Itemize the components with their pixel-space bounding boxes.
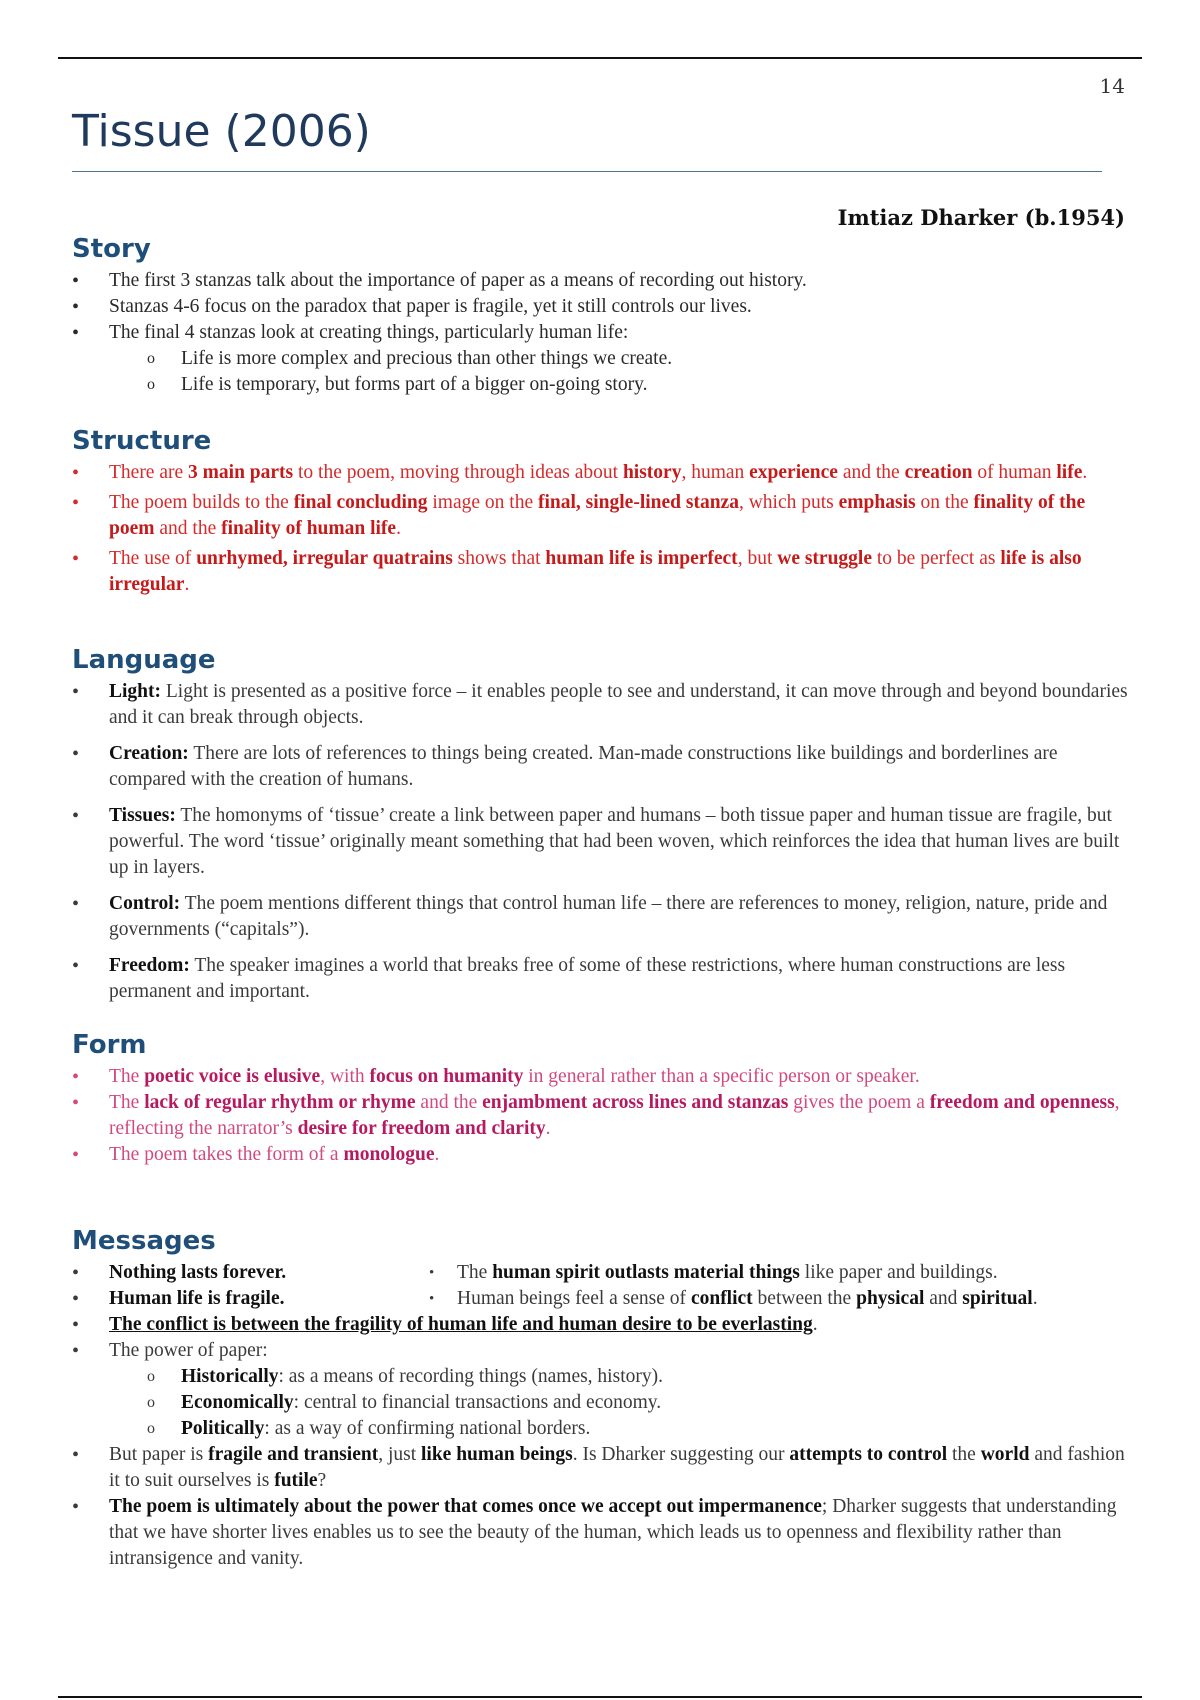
page-number: 14	[1099, 74, 1125, 98]
list-item: • The poem is ultimately about the power that comes once we accept out impermanence; Dharker suggests that understanding that we have shorter lives enables us to see the beauty of the human, which leads us to openness and flexibility rather than intransigence and vanity.	[72, 1494, 1132, 1572]
sub-list-item: o Life is more complex and precious than other things we create.	[72, 346, 1132, 372]
form-list	[72, 1064, 1132, 1168]
message-right: • Human beings feel a sense of conflict between the physical and spiritual.	[427, 1286, 1038, 1312]
list-item: • The conflict is between the fragility of human life and human desire to be everlasting.	[72, 1312, 1132, 1338]
sub-list-item: o Economically: central to financial transactions and economy.	[109, 1390, 1132, 1416]
list-item	[72, 1260, 1132, 1286]
story-sublist	[72, 346, 1132, 398]
list-item: • Creation: There are lots of references to things being created. Man-made constructions like buildings and borderlines are compared with the creation of humans.	[72, 741, 1132, 793]
language-heading: Language	[72, 645, 216, 675]
list-item	[72, 1286, 1132, 1312]
list-item: • The poetic voice is elusive, with focus on humanity in general rather than a specific person or speaker.	[72, 1064, 1132, 1090]
story-heading: Story	[72, 234, 151, 264]
message-left: • Human life is fragile.	[109, 1288, 285, 1309]
bottom-rule	[58, 1696, 1142, 1698]
story-list	[72, 268, 1132, 346]
list-item: • The use of unrhymed, irregular quatrains shows that human life is imperfect, but we struggle to be perfect as life is also irregular.	[72, 546, 1132, 598]
story-section	[72, 234, 1132, 398]
list-item: • Tissues: The homonyms of ‘tissue’ create a link between paper and humans – both tissue paper and human tissue are fragile, but powerful. The word ‘tissue’ originally meant something that had been woven, which reinforces the idea that human lives are built up in layers.	[72, 803, 1132, 881]
list-item: • Stanzas 4-6 focus on the paradox that paper is fragile, yet it still controls our lives.	[72, 294, 1132, 320]
messages-heading: Messages	[72, 1226, 216, 1256]
title-underline	[72, 171, 1102, 172]
list-item: • Light: Light is presented as a positive force – it enables people to see and understand, it can move through and beyond boundaries and it can break through objects.	[72, 679, 1132, 731]
list-item: • The lack of regular rhythm or rhyme and the enjambment across lines and stanzas gives the poem a freedom and openness, reflecting the narrator’s desire for freedom and clarity.	[72, 1090, 1132, 1142]
list-item: • The poem builds to the final concluding image on the final, single-lined stanza, which puts emphasis on the finality of the poem and the finality of human life.	[72, 490, 1132, 542]
form-section	[72, 1030, 1132, 1168]
list-item: • Control: The poem mentions different things that control human life – there are references to money, religion, nature, pride and governments (“capitals”).	[72, 891, 1132, 943]
list-item: • The poem takes the form of a monologue.	[72, 1142, 1132, 1168]
language-section	[72, 645, 1132, 1015]
structure-list	[72, 460, 1132, 598]
list-item: • The power of paper: o Historically: as a means of recording things (names, history). o Economically: central to financial transactions and economy. o Politically: as a way of confirming national borders.	[72, 1338, 1132, 1442]
sub-list-item: o Life is temporary, but forms part of a bigger on-going story.	[72, 372, 1132, 398]
messages-section	[72, 1226, 1132, 1572]
list-item: • The first 3 stanzas talk about the importance of paper as a means of recording out history.	[72, 268, 1132, 294]
page-title: Tissue (2006)	[72, 106, 371, 157]
sub-list-item: o Politically: as a way of confirming national borders.	[109, 1416, 1132, 1442]
paper-power-sublist	[109, 1364, 1132, 1442]
top-rule	[58, 57, 1142, 59]
list-item: • There are 3 main parts to the poem, moving through ideas about history, human experience and the creation of human life.	[72, 460, 1132, 486]
structure-section	[72, 426, 1132, 598]
form-heading: Form	[72, 1030, 147, 1060]
message-left: • Nothing lasts forever.	[109, 1262, 287, 1283]
structure-heading: Structure	[72, 426, 212, 456]
list-item: • Freedom: The speaker imagines a world that breaks free of some of these restrictions, where human constructions are less permanent and important.	[72, 953, 1132, 1005]
list-item: • The final 4 stanzas look at creating things, particularly human life:	[72, 320, 1132, 346]
message-right: • The human spirit outlasts material things like paper and buildings.	[427, 1260, 998, 1286]
sub-list-item: o Historically: as a means of recording things (names, history).	[109, 1364, 1132, 1390]
messages-list	[72, 1260, 1132, 1572]
list-item: • But paper is fragile and transient, just like human beings. Is Dharker suggesting our attempts to control the world and fashion it to suit ourselves is futile?	[72, 1442, 1132, 1494]
language-list	[72, 679, 1132, 1005]
author: Imtiaz Dharker (b.1954)	[837, 205, 1125, 230]
